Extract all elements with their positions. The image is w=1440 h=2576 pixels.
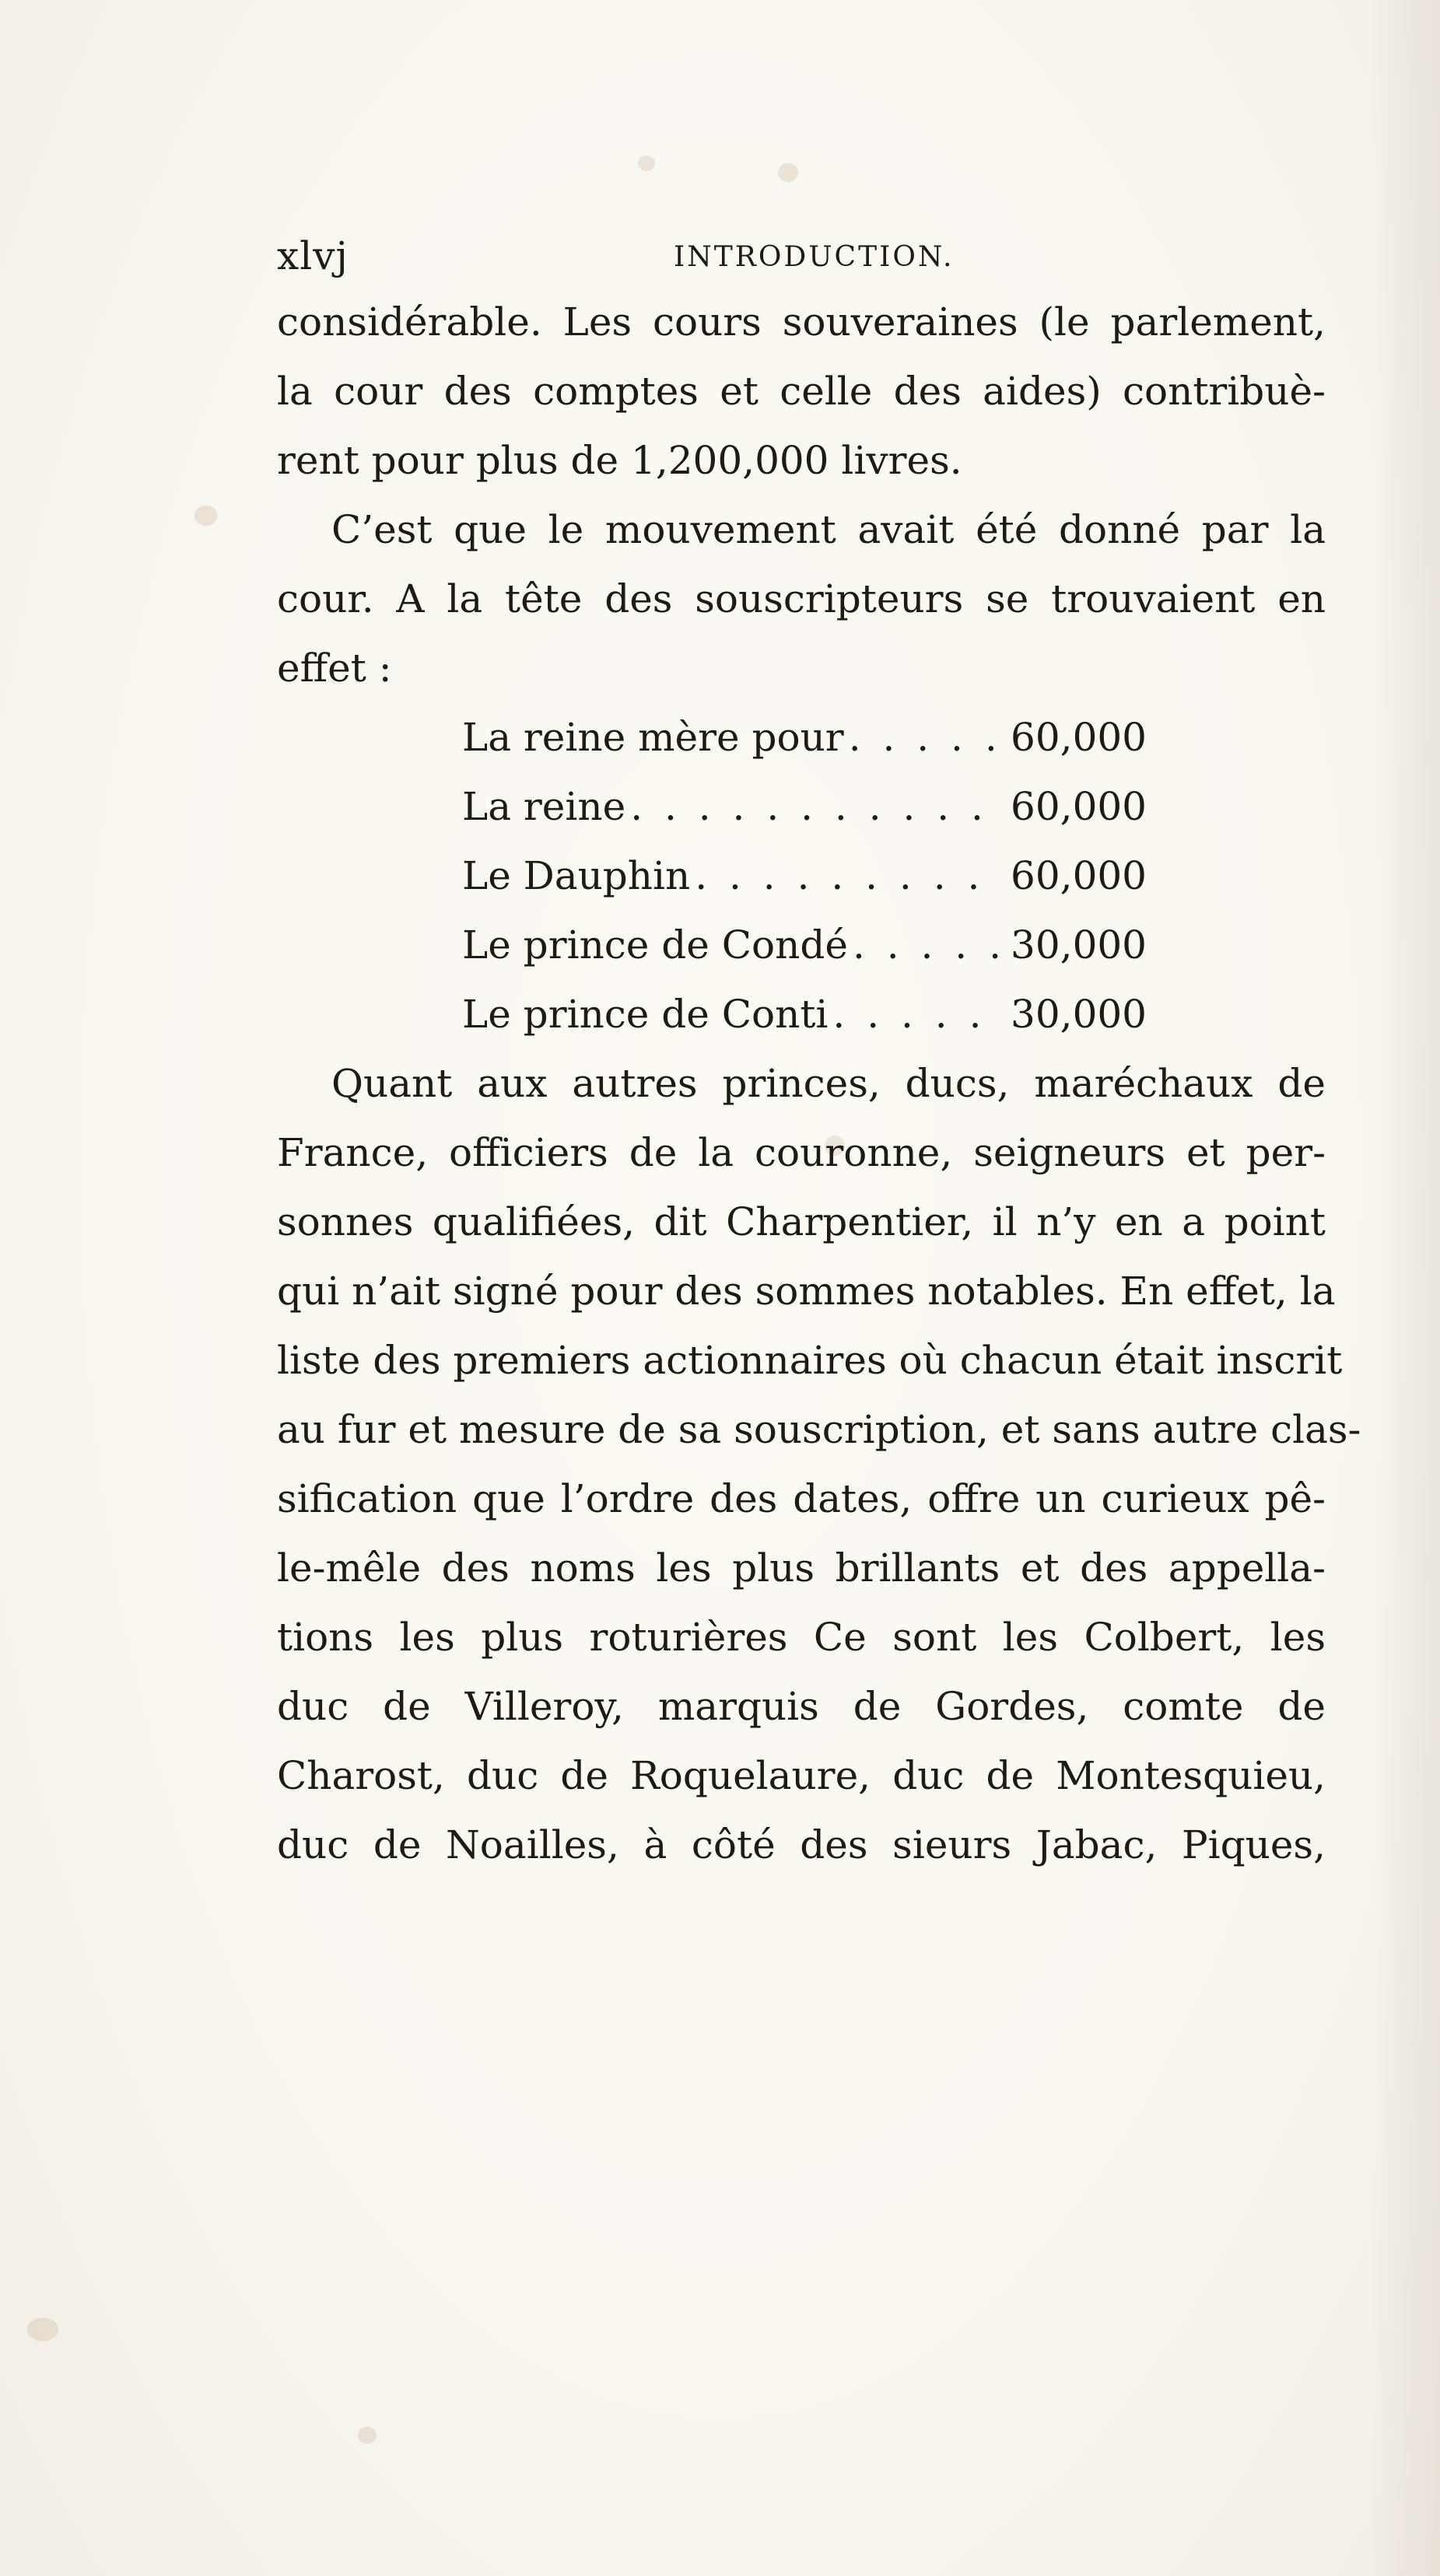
text-line: Quant aux autres princes, ducs, maréchaux de	[331, 1061, 1326, 1106]
subscriber-entry	[462, 703, 1147, 772]
subscriber-name: Le prince de Conti	[462, 992, 829, 1037]
foxing-spot	[358, 2427, 377, 2444]
running-head	[277, 233, 1326, 288]
page-edge-shadow	[1370, 0, 1440, 2576]
page-number: xlvj	[277, 233, 349, 278]
subscriber-entry	[462, 980, 1147, 1049]
subscriber-entry	[462, 842, 1147, 911]
text-line: sonnes qualifiées, dit Charpentier, il n’y en a point	[277, 1199, 1326, 1244]
subscriber-name: La reine	[462, 784, 626, 829]
foxing-spot	[638, 156, 655, 171]
subscriber-name: Le Dauphin	[462, 853, 691, 898]
text-line: au fur et mesure de sa souscription, et sans autre clas-	[277, 1407, 1361, 1452]
text-line: cour. A la tête des souscripteurs se trouvaient en	[277, 576, 1326, 621]
text-line: duc de Noailles, à côté des sieurs Jabac, Piques,	[277, 1822, 1326, 1867]
subscriber-amount: 30,000	[1011, 922, 1147, 968]
foxing-spot	[27, 2318, 58, 2341]
dot-leader	[828, 980, 1001, 1049]
text-line: duc de Villeroy, marquis de Gordes, comte de	[277, 1684, 1326, 1729]
dot-leader	[844, 703, 1001, 772]
text-line: qui n’ait signé pour des sommes notables. En effet, la	[277, 1269, 1336, 1314]
text-line: liste des premiers actionnaires où chacun était inscrit	[277, 1338, 1343, 1383]
subscriber-amount: 60,000	[1011, 715, 1147, 760]
text-line: effet :	[277, 646, 392, 691]
text-line: tions les plus roturières Ce sont les Colbert, les	[277, 1615, 1326, 1660]
text-line: rent pour plus de 1,200,000 livres.	[277, 438, 962, 483]
paragraph-2	[277, 495, 1326, 703]
paragraph-1	[277, 288, 1326, 495]
text-line: le-mêle des noms les plus brillants et des appella-	[277, 1545, 1326, 1591]
foxing-spot	[778, 163, 798, 182]
text-line: sification que l’ordre des dates, offre un curieux pê-	[277, 1476, 1326, 1521]
subscriber-amount: 30,000	[1011, 992, 1147, 1037]
running-title: INTRODUCTION.	[674, 241, 955, 273]
subscriber-amount: 60,000	[1011, 853, 1147, 898]
text-line: C’est que le mouvement avait été donné par la	[331, 507, 1326, 552]
subscriber-amount: 60,000	[1011, 784, 1147, 829]
text-line: Charost, duc de Roquelaure, duc de Montesquieu,	[277, 1753, 1326, 1798]
paragraph-3	[277, 1049, 1361, 1880]
subscriber-name: Le prince de Condé	[462, 922, 848, 968]
text-line: la cour des comptes et celle des aides) contribuè-	[277, 369, 1326, 414]
text-block	[277, 233, 1361, 1880]
text-line: France, officiers de la couronne, seigneurs et per-	[277, 1130, 1326, 1175]
dot-leader	[625, 772, 1001, 842]
dot-leader	[690, 842, 1001, 911]
subscriber-list	[277, 703, 1326, 1049]
foxing-spot	[194, 506, 218, 526]
subscriber-name: La reine mère pour	[462, 715, 844, 760]
subscriber-entry	[462, 911, 1147, 980]
text-line: considérable. Les cours souveraines (le parlement,	[277, 299, 1326, 345]
subscriber-entry	[462, 772, 1147, 842]
dot-leader	[848, 911, 1001, 980]
